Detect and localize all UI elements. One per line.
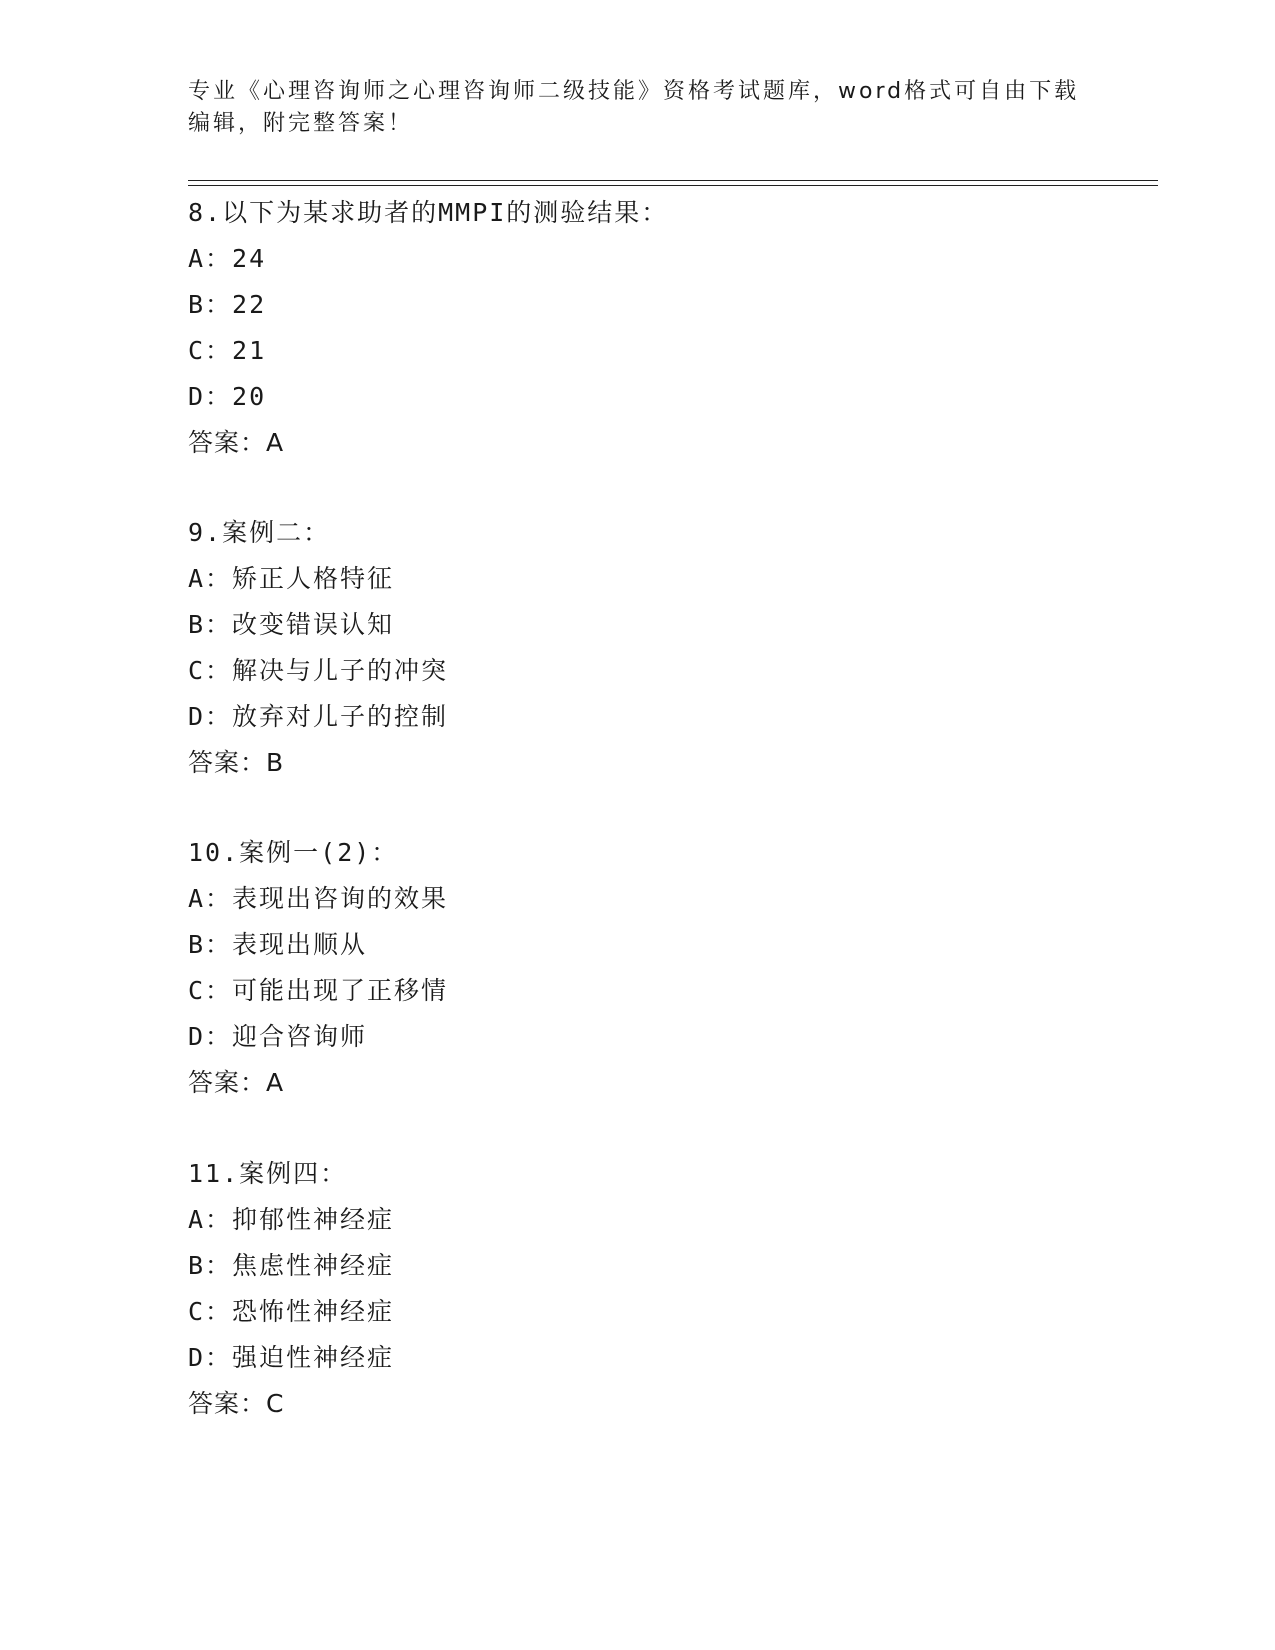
option-a: A：矫正人格特征 [188, 564, 395, 593]
document-header [188, 76, 1088, 140]
option-a: A：24 [188, 244, 267, 273]
option-c: C：解决与儿子的冲突 [188, 656, 449, 685]
option-a: A：抑郁性神经症 [188, 1205, 395, 1234]
option-d: D：放弃对儿子的控制 [188, 702, 449, 731]
header-divider-bottom [188, 185, 1158, 186]
question-9 [188, 510, 1088, 786]
option-d: D：强迫性神经症 [188, 1343, 395, 1372]
option-d: D：迎合咨询师 [188, 1022, 368, 1051]
option-b: B：改变错误认知 [188, 610, 395, 639]
answer-line: 答案：A [188, 428, 285, 457]
option-b: B：22 [188, 290, 267, 319]
question-stem: 11.案例四： [188, 1159, 348, 1188]
option-b: B：表现出顺从 [188, 930, 368, 959]
question-10 [188, 830, 1088, 1106]
option-a: A：表现出咨询的效果 [188, 884, 449, 913]
question-stem: 8.以下为某求助者的MMPI的测验结果： [188, 198, 669, 227]
header-line-2: 编辑，附完整答案！ [188, 111, 414, 136]
question-stem: 9.案例二： [188, 518, 331, 547]
question-8 [188, 190, 1088, 466]
question-stem: 10.案例一(2)： [188, 838, 399, 867]
answer-line: 答案：A [188, 1068, 285, 1097]
answer-line: 答案：C [188, 1389, 285, 1418]
option-c: C：恐怖性神经症 [188, 1297, 395, 1326]
header-divider-top [188, 180, 1158, 181]
option-b: B：焦虑性神经症 [188, 1251, 395, 1280]
question-11 [188, 1151, 1088, 1427]
answer-line: 答案：B [188, 748, 285, 777]
header-line-1: 专业《心理咨询师之心理咨询师二级技能》资格考试题库，word格式可自由下载 [188, 79, 1080, 104]
option-c: C：21 [188, 336, 267, 365]
option-c: C：可能出现了正移情 [188, 976, 449, 1005]
option-d: D：20 [188, 382, 267, 411]
